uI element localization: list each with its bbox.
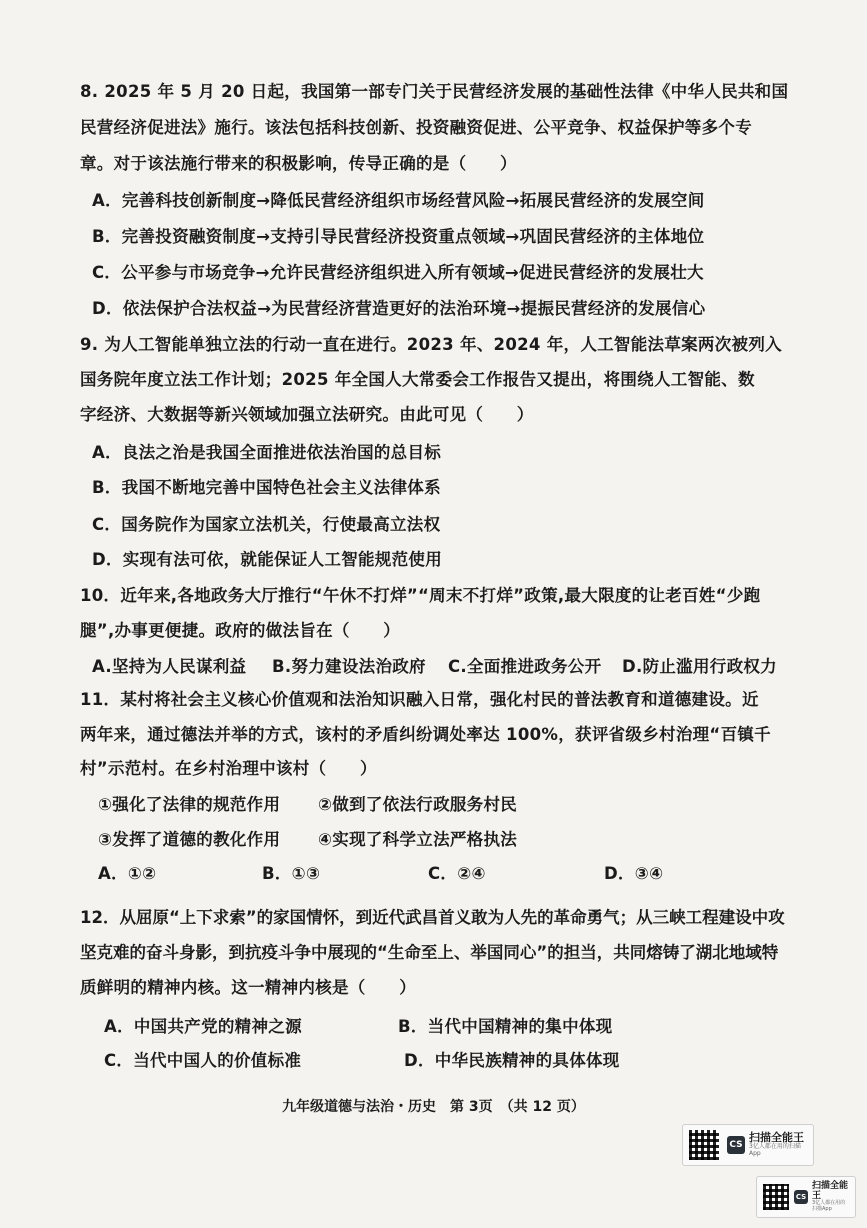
question-10-stem-line-2: 腿”,办事更便捷。政府的做法旨在（ ）: [80, 621, 401, 640]
question-12-option-b: B．当代中国精神的集中体现: [398, 1017, 613, 1036]
question-8-stem-line-1: 8. 2025 年 5 月 20 日起，我国第一部专门关于民营经济发展的基础性法律《中华人民共和国: [80, 82, 789, 101]
question-11-item-4: ④实现了科学立法严格执法: [318, 830, 518, 849]
question-11-item-2: ②做到了依法行政服务村民: [318, 795, 518, 814]
scanner-badge-secondary: [756, 1176, 856, 1218]
qr-code-icon: [763, 1184, 789, 1210]
question-11-item-3: ③发挥了道德的教化作用: [98, 830, 281, 849]
scanner-badge-title: 扫描全能王: [749, 1131, 804, 1145]
question-8-stem-line-2: 民营经济促进法》施行。该法包括科技创新、投资融资促进、公平竞争、权益保护等多个专: [80, 118, 752, 137]
question-10-option-c: C.全面推进政务公开: [448, 657, 602, 676]
question-9-stem-line-1: 9. 为人工智能单独立法的行动一直在进行。2023 年、2024 年，人工智能法草案两次被列入: [80, 335, 782, 354]
question-12-option-c: C．当代中国人的价值标准: [104, 1051, 302, 1070]
scanner-badge-title: 扫描全能王: [812, 1180, 849, 1201]
question-8-option-d: D．依法保护合法权益→为民营经济营造更好的法治环境→提振民营经济的发展信心: [92, 299, 706, 318]
question-11-option-a: A．①②: [98, 864, 157, 883]
question-9-stem-line-2: 国务院年度立法工作计划；2025 年全国人大常委会工作报告又提出，将围绕人工智能、数: [80, 370, 755, 389]
question-11-option-c: C．②④: [428, 864, 486, 883]
question-8-stem-line-3: 章。对于该法施行带来的积极影响，传导正确的是（ ）: [80, 154, 517, 173]
question-12-stem-line-1: 12．从屈原“上下求索”的家国情怀，到近代武昌首义敢为人先的革命勇气；从三峡工程建设中攻: [80, 908, 785, 927]
question-8-option-c: C．公平参与市场竞争→允许民营经济组织进入所有领域→促进民营经济的发展壮大: [92, 263, 704, 282]
question-11-stem-line-1: 11．某村将社会主义核心价值观和法治知识融入日常，强化村民的普法教育和道德建设。近: [80, 690, 759, 709]
scanner-badge-subtitle: 3亿人都在用的扫描App: [812, 1200, 846, 1212]
question-8-option-b: B．完善投资融资制度→支持引导民营经济投资重点领域→巩固民营经济的主体地位: [92, 227, 705, 246]
question-9-option-c: C．国务院作为国家立法机关，行使最高立法权: [92, 515, 441, 534]
question-10-stem-line-1: 10．近年来,各地政务大厅推行“午休不打烊”“周末不打烊”政策,最大限度的让老百姓“少跑: [80, 586, 761, 605]
question-8-option-a: A．完善科技创新制度→降低民营经济组织市场经营风险→拓展民营经济的发展空间: [92, 191, 705, 210]
question-11-option-b: B．①③: [262, 864, 321, 883]
question-11-item-1: ①强化了法律的规范作用: [98, 795, 281, 814]
question-12-option-a: A．中国共产党的精神之源: [104, 1017, 302, 1036]
question-9-option-b: B．我国不断地完善中国特色社会主义法律体系: [92, 478, 441, 497]
page-footer: 九年级道德与法治・历史 第 3页 （共 12 页）: [282, 1099, 585, 1115]
question-9-stem-line-3: 字经济、大数据等新兴领域加强立法研究。由此可见（ ）: [80, 405, 534, 424]
question-11-stem-line-3: 村”示范村。在乡村治理中该村（ ）: [80, 759, 377, 778]
question-10-option-b: B.努力建设法治政府: [272, 657, 426, 676]
question-9-option-d: D．实现有法可依，就能保证人工智能规范使用: [92, 550, 442, 569]
camscanner-logo-icon: CS: [794, 1190, 808, 1204]
question-12-stem-line-3: 质鲜明的精神内核。这一精神内核是（ ）: [80, 978, 416, 997]
question-10-option-d: D.防止滥用行政权力: [622, 657, 777, 676]
question-11-stem-line-2: 两年来，通过德法并举的方式，该村的矛盾纠纷调处率达 100%，获评省级乡村治理“百镇千: [80, 725, 771, 744]
question-9-option-a: A．良法之治是我国全面推进依法治国的总目标: [92, 443, 442, 462]
qr-code-icon: [689, 1130, 719, 1160]
question-10-option-a: A.坚持为人民谋利益: [92, 657, 247, 676]
camscanner-logo-icon: CS: [727, 1136, 745, 1154]
scanner-badge-subtitle: 3亿人都在用的扫描App: [749, 1143, 801, 1158]
question-12-option-d: D．中华民族精神的具体体现: [404, 1051, 620, 1070]
scanner-badge: [682, 1124, 814, 1166]
question-11-option-d: D．③④: [604, 864, 664, 883]
question-12-stem-line-2: 坚克难的奋斗身影，到抗疫斗争中展现的“生命至上、举国同心”的担当，共同熔铸了湖北地域特: [80, 943, 779, 962]
